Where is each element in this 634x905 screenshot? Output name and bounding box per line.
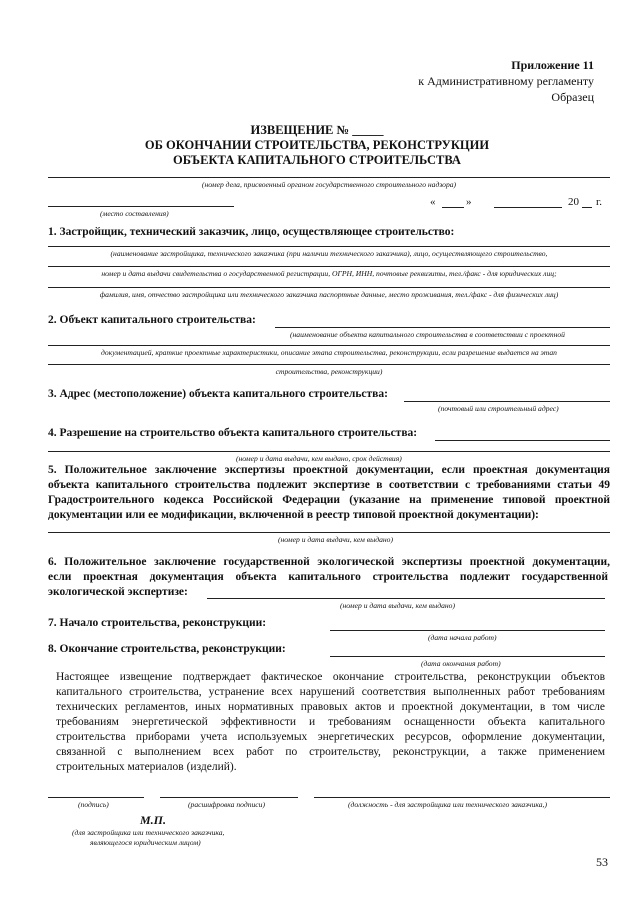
section-3-caption: (почтовый или строительный адрес) (438, 404, 559, 413)
section-2-line-3[interactable] (48, 364, 610, 365)
section-3-label: 3. Адрес (местоположение) объекта капитального строительства: (48, 388, 388, 400)
appendix-title: Приложение 11 (511, 58, 594, 72)
section-6-line-1: 6. Положительное заключение государственной экологической экспертизы проектной документации, (48, 556, 610, 568)
section-7-line[interactable] (330, 630, 605, 631)
date-year-line[interactable] (582, 207, 592, 208)
signature-line[interactable] (48, 797, 144, 798)
signature-caption: (подпись) (78, 800, 109, 809)
case-number-caption: (номер дела, присвоенный органом государственного строительного надзора) (201, 180, 457, 189)
statement-line-1: Настоящее извещение подтверждает фактическое окончание строительства, реконструкции объектов (56, 671, 605, 683)
section-8-caption: (дата окончания работ) (421, 659, 501, 668)
section-6-caption: (номер и дата выдачи, кем выдано) (340, 601, 455, 610)
section-2-caption-1: (наименование объекта капитального строительства в соответствии с проектной (290, 330, 565, 339)
section-4-line-2[interactable] (48, 451, 610, 452)
section-3-line[interactable] (404, 401, 610, 402)
statement-line-2: капитального строительства, устранение всех нарушений соответствия выполненных работ требованиям (56, 686, 605, 698)
statement-line-6: связанной с выполнением всех работ по строительству, реконструкции, а также применением (56, 746, 605, 758)
place-line[interactable] (48, 206, 234, 207)
section-7-label: 7. Начало строительства, реконструкции: (48, 617, 267, 629)
place-caption: (место составления) (100, 209, 169, 218)
section-5-caption: (номер и дата выдачи, кем выдано) (278, 535, 393, 544)
statement-line-4: требованиям энергетической эффективности и требованиям оснащенности объекта капитального (56, 716, 605, 728)
section-8-label: 8. Окончание строительства, реконструкции: (48, 643, 286, 655)
signature-decode-line[interactable] (160, 797, 298, 798)
date-close-quote: » (466, 196, 472, 208)
date-open-quote: « (430, 196, 436, 208)
section-2-line-2[interactable] (48, 345, 610, 346)
document-subtitle-2: ОБЪЕКТА КАПИТАЛЬНОГО СТРОИТЕЛЬСТВА (173, 153, 461, 167)
stamp-label: М.П. (140, 813, 167, 827)
date-year-prefix: 20 (568, 196, 579, 208)
section-1-caption-2: номер и дата выдачи свидетельства о государственной регистрации, ОГРН, ИНН, почтовые реквизиты, тел./факс - для юридических лиц; (101, 269, 557, 278)
section-4-label: 4. Разрешение на строительство объекта капитального строительства: (48, 427, 418, 439)
stamp-note-2: являющегося юридическим лицом) (90, 838, 201, 847)
date-year-suffix: г. (596, 196, 603, 208)
section-1-label: 1. Застройщик, технический заказчик, лицо, осуществляющее строительство: (48, 226, 455, 238)
date-month-line[interactable] (494, 207, 562, 208)
signature-decode-caption: (расшифровка подписи) (188, 800, 265, 809)
section-7-caption: (дата начала работ) (428, 633, 497, 642)
section-1-caption-1: (наименование застройщика, технического заказчика (при наличии технического заказчика), лицо, осуществляющего строительство, (110, 249, 548, 258)
statement-line-5: строительства приборами учета используемых энергетических ресурсов, оформление документации, (56, 731, 605, 743)
document-subtitle-1: ОБ ОКОНЧАНИИ СТРОИТЕЛЬСТВА, РЕКОНСТРУКЦИИ (144, 138, 490, 152)
appendix-regulation: к Административному регламенту (418, 74, 594, 88)
date-day-line[interactable] (442, 207, 464, 208)
section-5-line-2: объекта капитального строительства подлежит экспертизе в соответствии с требованиями статьи 49 (48, 479, 610, 491)
section-5-line-4: документации или ее модификации, включенной в реестр типовой проектной документации): (48, 509, 539, 521)
section-1-line-1[interactable] (48, 246, 610, 247)
page-number: 53 (596, 855, 608, 869)
section-4-caption: (номер и дата выдачи, кем выдано, срок действия) (236, 454, 402, 463)
section-4-line[interactable] (435, 440, 610, 441)
document-title: ИЗВЕЩЕНИЕ № _____ (250, 123, 384, 137)
section-5-line[interactable] (48, 532, 610, 533)
section-2-line-1[interactable] (275, 327, 610, 328)
section-1-caption-3: фамилия, имя, отчество застройщика или технического заказчика паспортные данные, место проживания, тел./факс - для физических лиц) (99, 290, 559, 299)
section-1-line-2[interactable] (48, 266, 610, 267)
case-number-line[interactable] (48, 177, 610, 178)
section-2-caption-3: строительства, реконструкции) (275, 367, 383, 376)
section-6-line[interactable] (207, 598, 605, 599)
stamp-note-1: (для застройщика или технического заказчика, (72, 828, 225, 837)
section-6-line-2: если проектная документация объекта капитального строительства подлежит государственной (48, 571, 608, 583)
appendix-sample: Образец (551, 90, 594, 104)
position-line[interactable] (314, 797, 610, 798)
statement-line-7: строительных материалов (изделий). (56, 761, 237, 773)
section-1-line-3[interactable] (48, 287, 610, 288)
section-2-label: 2. Объект капитального строительства: (48, 314, 256, 326)
section-2-caption-2: документацией, краткие проектные характеристики, описание этапа строительства, реконструкции, если разрешение выдается на этап (101, 348, 557, 357)
section-5-line-3: Градостроительного кодекса Российской Федерации (указание на применение типовой проектной (48, 494, 610, 506)
position-caption: (должность - для застройщика или технического заказчика,) (348, 800, 547, 809)
section-8-line[interactable] (330, 656, 605, 657)
section-6-line-3: экологической экспертизе: (48, 586, 188, 598)
section-5-line-1: 5. Положительное заключение экспертизы проектной документации, если проектная документация (48, 464, 610, 476)
statement-line-3: технических регламентов, иных нормативных правовых актов и проектной документации, в том числе (56, 701, 605, 713)
